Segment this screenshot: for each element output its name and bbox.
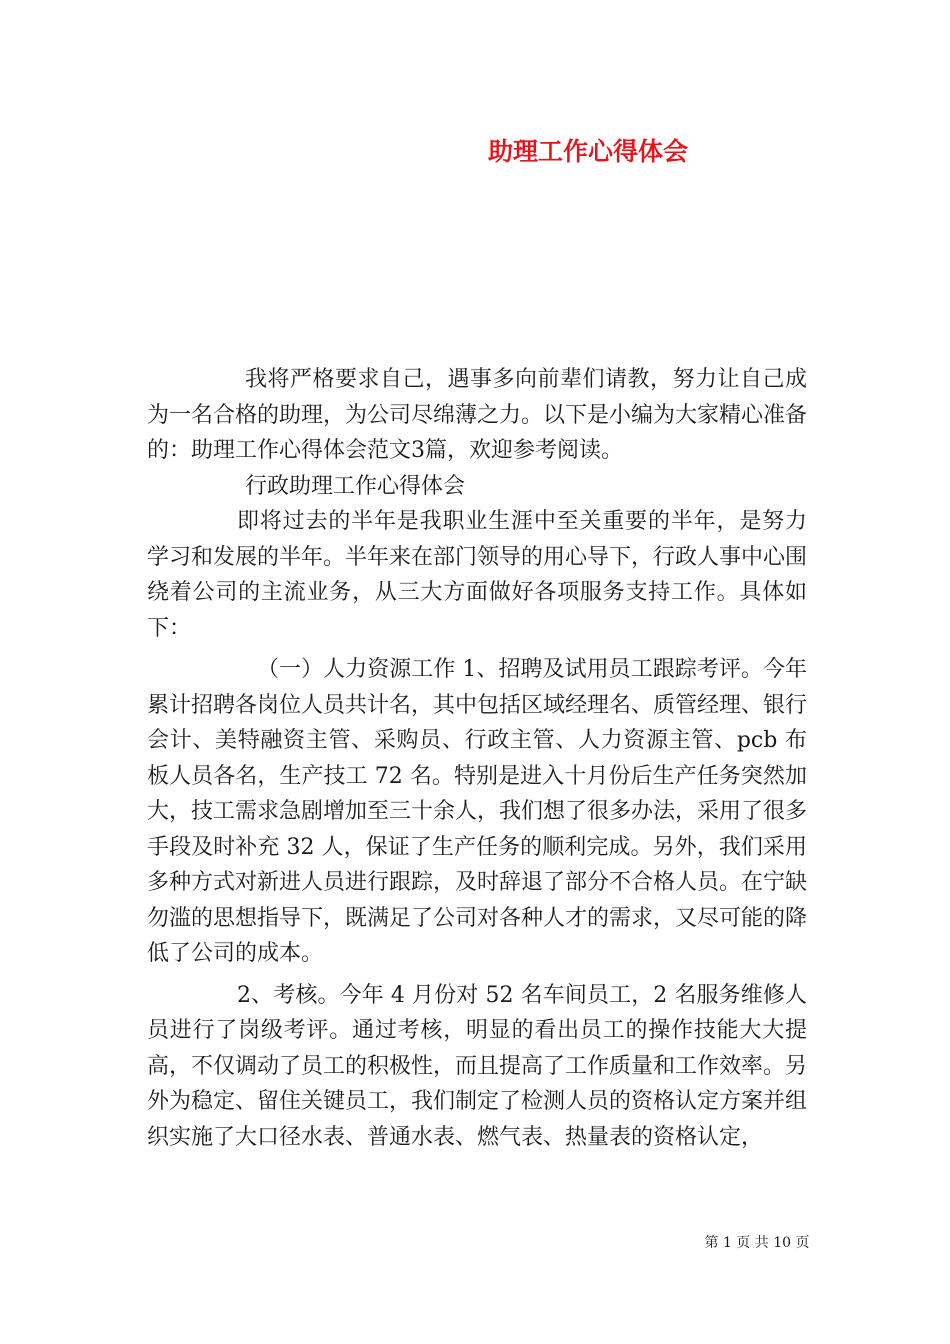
document-body [147, 362, 807, 1155]
assessment-paragraph: 2、考核。今年 4 月份对 52 名车间员工，2 名服务维修人员进行了岗级考评。通过考核，明显的看出员工的操作技能大大提高，不仅调动了员工的积极性，而且提高了工作质量和工作效率。另外为稳定、留住关键员工，我们制定了检测人员的资格认定方案并组织实施了大口径水表、普通水表、燃气表、热量表的资格认定， [147, 982, 808, 1150]
summary-paragraph: 即将过去的半年是我职业生涯中至关重要的半年，是努力学习和发展的半年。半年来在部门领导的用心导下，行政人事中心围绕着公司的主流业务，从三大方面做好各项服务支持工作。具体如下： [147, 509, 808, 641]
document-title: 助理工作心得体会 [488, 137, 689, 166]
page-number-text: 第 1 页 共 10 页 [704, 1235, 810, 1251]
page-number [0, 1232, 950, 1252]
intro-paragraph: 我将严格要求自己，遇事多向前辈们请教，努力让自己成为一名合格的助理，为公司尽绵薄之力。以下是小编为大家精心准备的：助理工作心得体会范文3篇，欢迎参考阅读。 [147, 367, 808, 463]
hr-paragraph: （一）人力资源工作 1、招聘及试用员工跟踪考评。今年累计招聘各岗位人员共计名，其中包括区域经理名、质管经理、银行会计、美特融资主管、采购员、行政主管、人力资源主管、pcb 布板人员各名，生产技工 72 名。特别是进入十月份后生产任务突然加大，技工需求急剧增加至三十余人，我们想了很多办法，采用了很多手段及时补充 32 人，保证了生产任务的顺利完成。另外，我们采用多种方式对新进人员进行跟踪，及时辞退了部分不合格人员。在宁缺勿滥的思想指导下，既满足了公司对各种人才的需求，又尽可能的降低了公司的成本。 [147, 657, 808, 966]
section-heading: 行政助理工作心得体会 [245, 473, 466, 499]
